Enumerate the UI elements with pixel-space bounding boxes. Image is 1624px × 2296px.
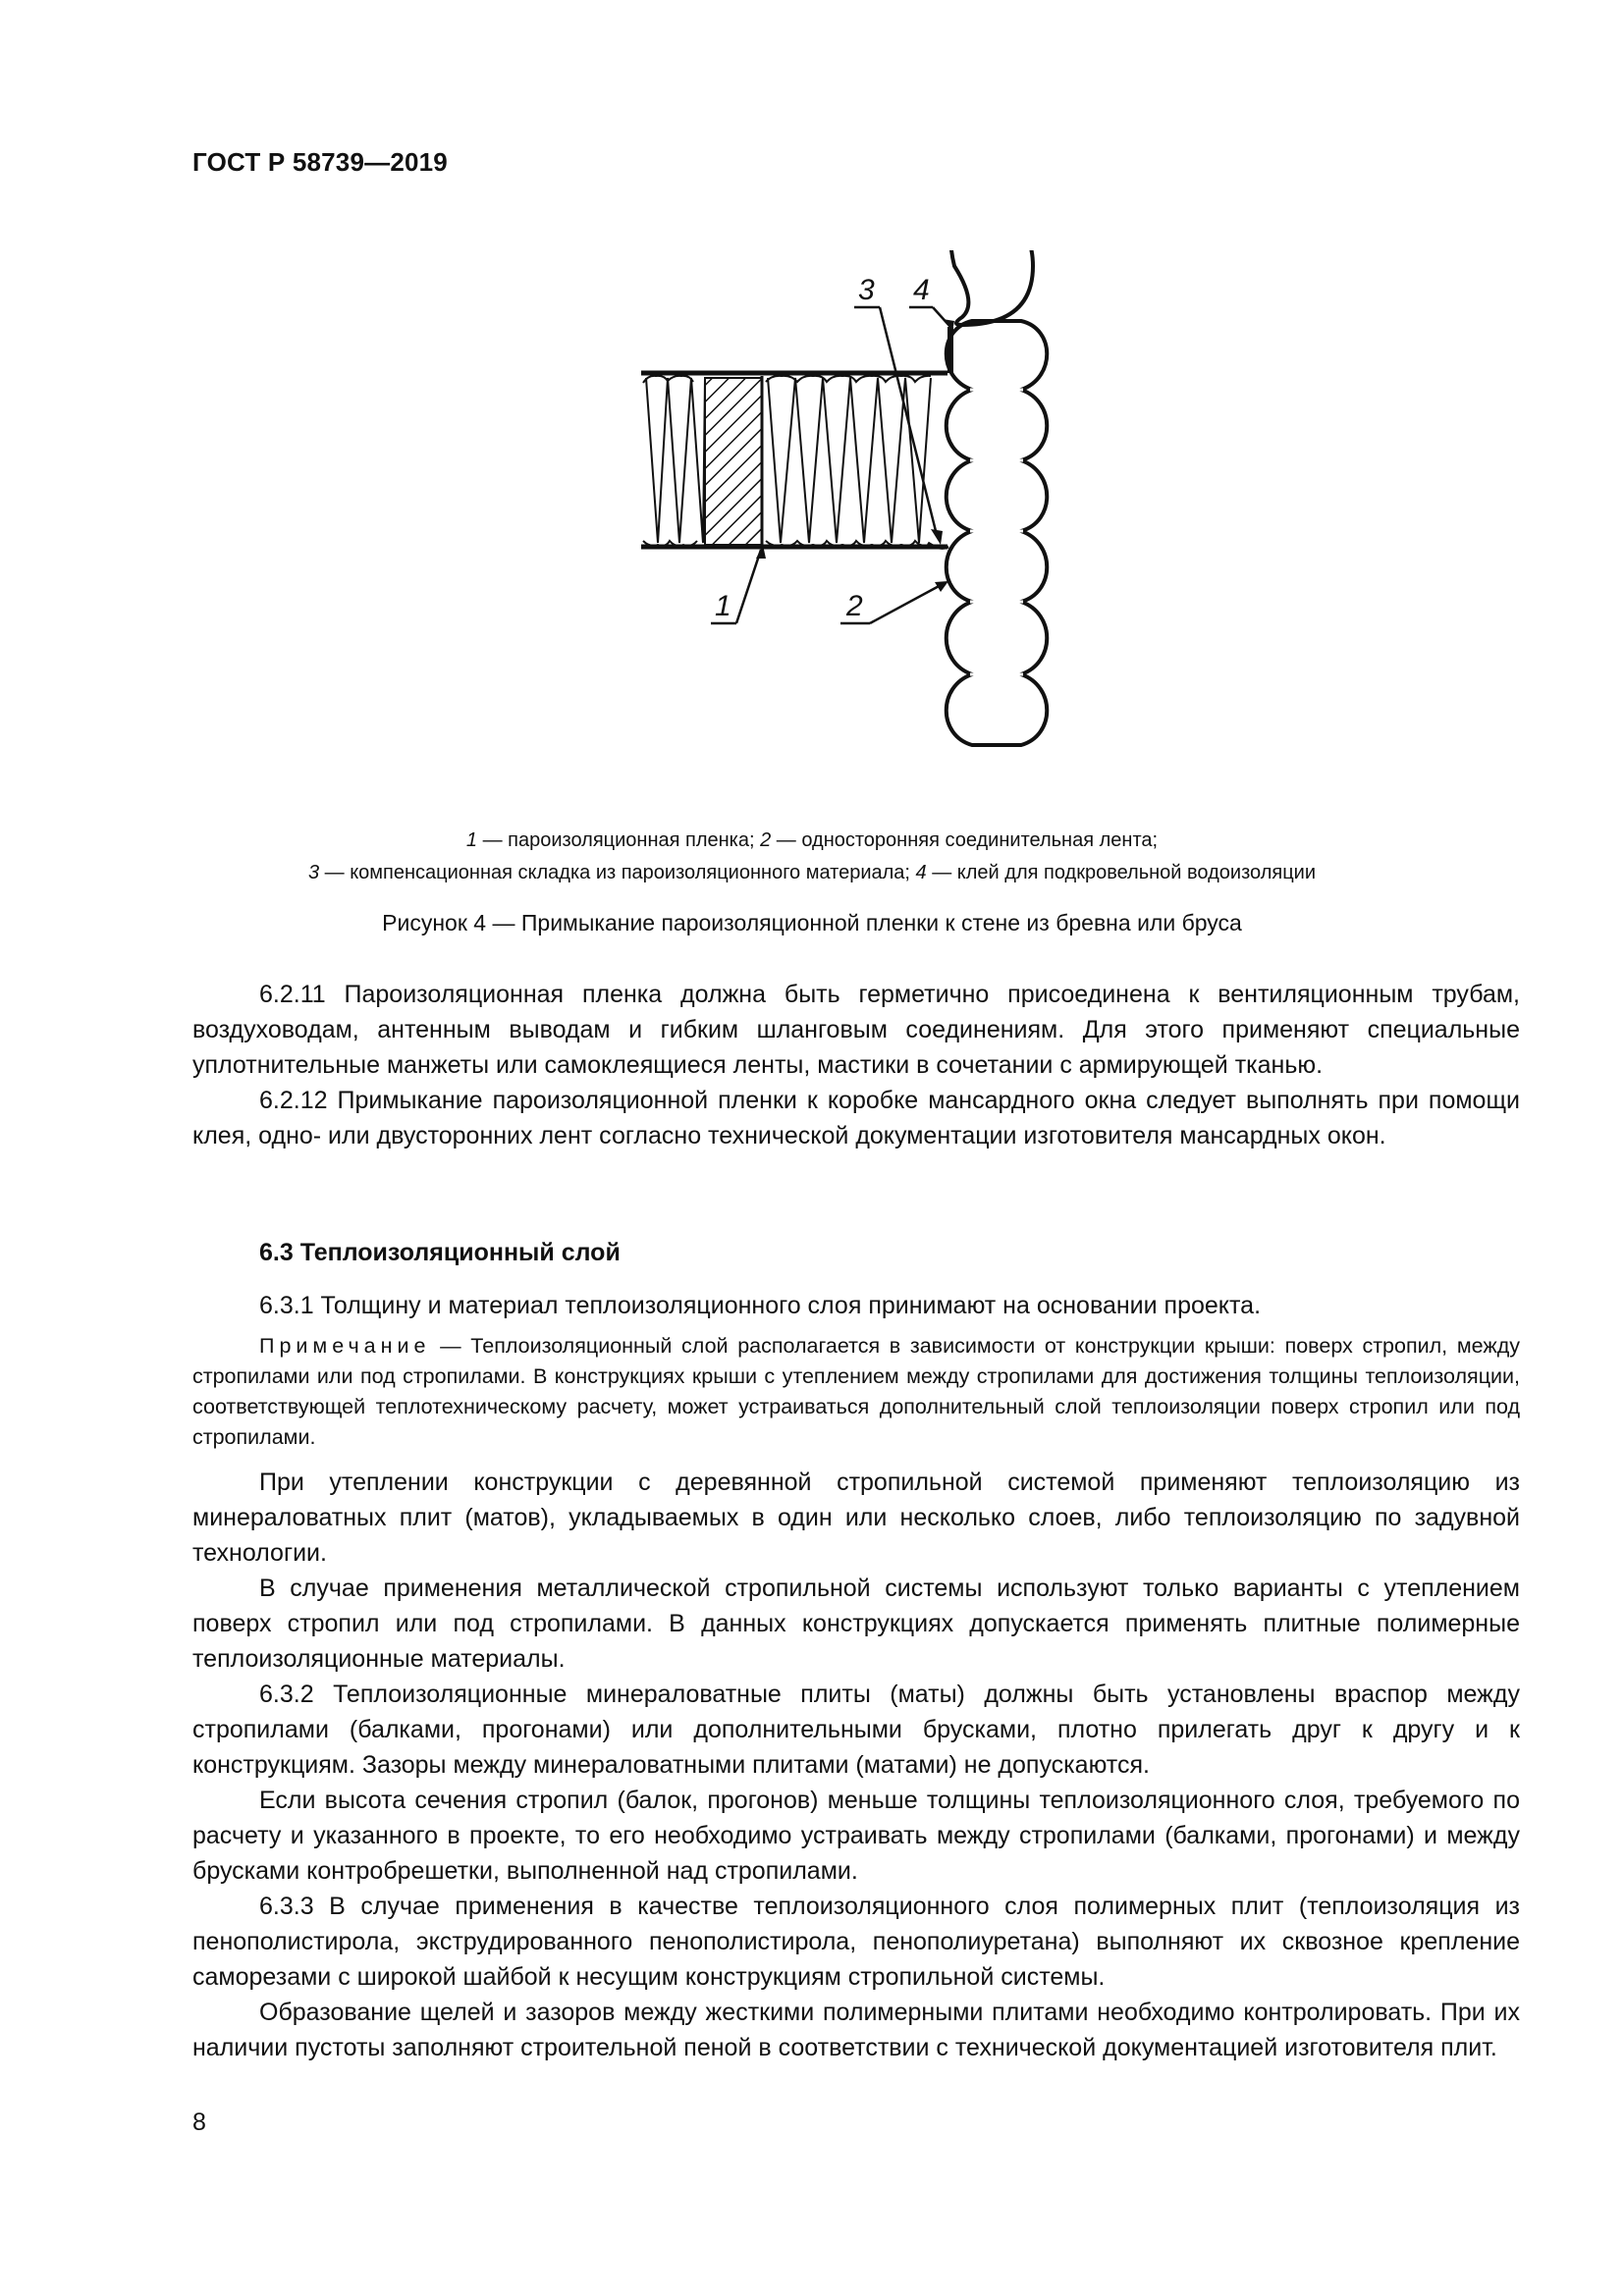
section-heading-6-3: 6.3 Теплоизоляционный слой [259,1239,621,1266]
paragraph-gaps: Образование щелей и зазоров между жесткими полимерными плитами необходимо контролировать. При их наличии пустоты заполняют строительной пеной в соответствии с технической документацией изготовителя плит. [192,1999,1520,2061]
figure-4-diagram [589,250,1139,800]
label-1: 1 [715,590,731,622]
leader-1 [736,550,761,623]
legend-text-2: — односторонняя соединительная лента; [771,829,1159,851]
label-3: 3 [858,274,875,306]
log-wall [947,321,1048,745]
note-text: — Теплоизоляционный слой располагается в зависимости от конструкции крыши: поверх стропил, между стропилами или под стропилами. В конструкциях крыши с утеплением между стропилами для достижения толщины теплоизоляции, соответствующей теплотехническому расчету, может устраиваться дополнительный слой теплоизоляции поверх стропил или под стропилами. [192,1334,1520,1449]
figure-title: Рисунок 4 — Примыкание пароизоляционной пленки к стене из бревна или бруса [382,910,1242,935]
insulation-right [768,378,931,543]
label-2: 2 [846,590,863,622]
legend-text-1: — пароизоляционная пленка; [477,829,761,851]
paragraph-6-3-3: 6.3.3 В случае применения в качестве теплоизоляционного слоя полимерных плит (теплоизоляция из пенополистирола, экструдированного пенополистирола, пенополиуретана) выполняют их сквозное крепление саморезами с широкой шайбой к несущим конструкциям стропильной системы. [192,1893,1520,1991]
rafter-hatched [705,378,762,545]
paragraph-6-2-12: 6.2.12 Примыкание пароизоляционной пленки к коробке мансардного окна следует выполнять при помощи клея, одно- или двусторонних лент согласно технической документации изготовителя мансардных окон. [192,1087,1520,1149]
legend-text-4: — клей для подкровельной водоизоляции [926,862,1317,883]
section-6-3-text [192,1288,1520,2065]
figure-legend-line-2 [192,857,1432,889]
legend-num-4: 4 [915,862,927,883]
paragraph-wood-rafters: При утеплении конструкции с деревянной стропильной системой применяют теплоизоляцию из минераловатных плит (матов), укладываемых в один или несколько слоев, либо теплоизоляцию по задувной технологии. [192,1468,1520,1567]
legend-num-1: 1 [465,829,478,851]
leader-2 [870,584,943,623]
note-label: Примечание [259,1334,431,1358]
label-4: 4 [913,274,930,306]
paragraph-6-3-2: 6.3.2 Теплоизоляционные минераловатные плиты (маты) должны быть установлены враспор между стропилами (балками, прогонами) или дополнительными брусками, плотно прилегать друг к другу и к конструкциям. Зазоры между минераловатными плитами (матами) не допускаются. [192,1681,1520,1779]
legend-text-3: — компенсационная складка из пароизоляционного материала; [319,862,916,883]
page-number: 8 [192,2109,206,2136]
paragraph-metal-rafters: В случае применения металлической стропильной системы используют только варианты с утеплением поверх стропил или под стропилами. В данных конструкциях допускается применять плитные полимерные теплоизоляционные материалы. [192,1575,1520,1673]
figure-legend-line-1 [192,825,1432,857]
paragraph-rafter-height: Если высота сечения стропил (балок, прогонов) меньше толщины теплоизоляционного слоя, требуемого по расчету и указанного в проекте, то его необходимо устраивать между стропилами (балками, прогонами) и между брусками контробрешетки, выполненной над стропилами. [192,1787,1520,1885]
insulation-left [646,378,705,543]
legend-num-2: 2 [760,829,772,851]
note-paragraph [192,1331,1520,1453]
document-header: ГОСТ Р 58739—2019 [192,147,448,177]
paragraph-6-2-11: 6.2.11 Пароизоляционная пленка должна быть герметично присоединена к вентиляционным трубам, воздуховодам, антенным выводам и гибким шланговым соединениям. Для этого применяют специальные уплотнительные манжеты или самоклеящиеся ленты, мастики в сочетании с армирующей тканью. [192,981,1520,1079]
legend-num-3: 3 [307,862,320,883]
paragraph-6-3-1: 6.3.1 Толщину и материал теплоизоляционного слоя принимают на основании проекта. [259,1292,1262,1319]
section-6-2-text [192,977,1520,1153]
log-1 [950,250,1033,325]
